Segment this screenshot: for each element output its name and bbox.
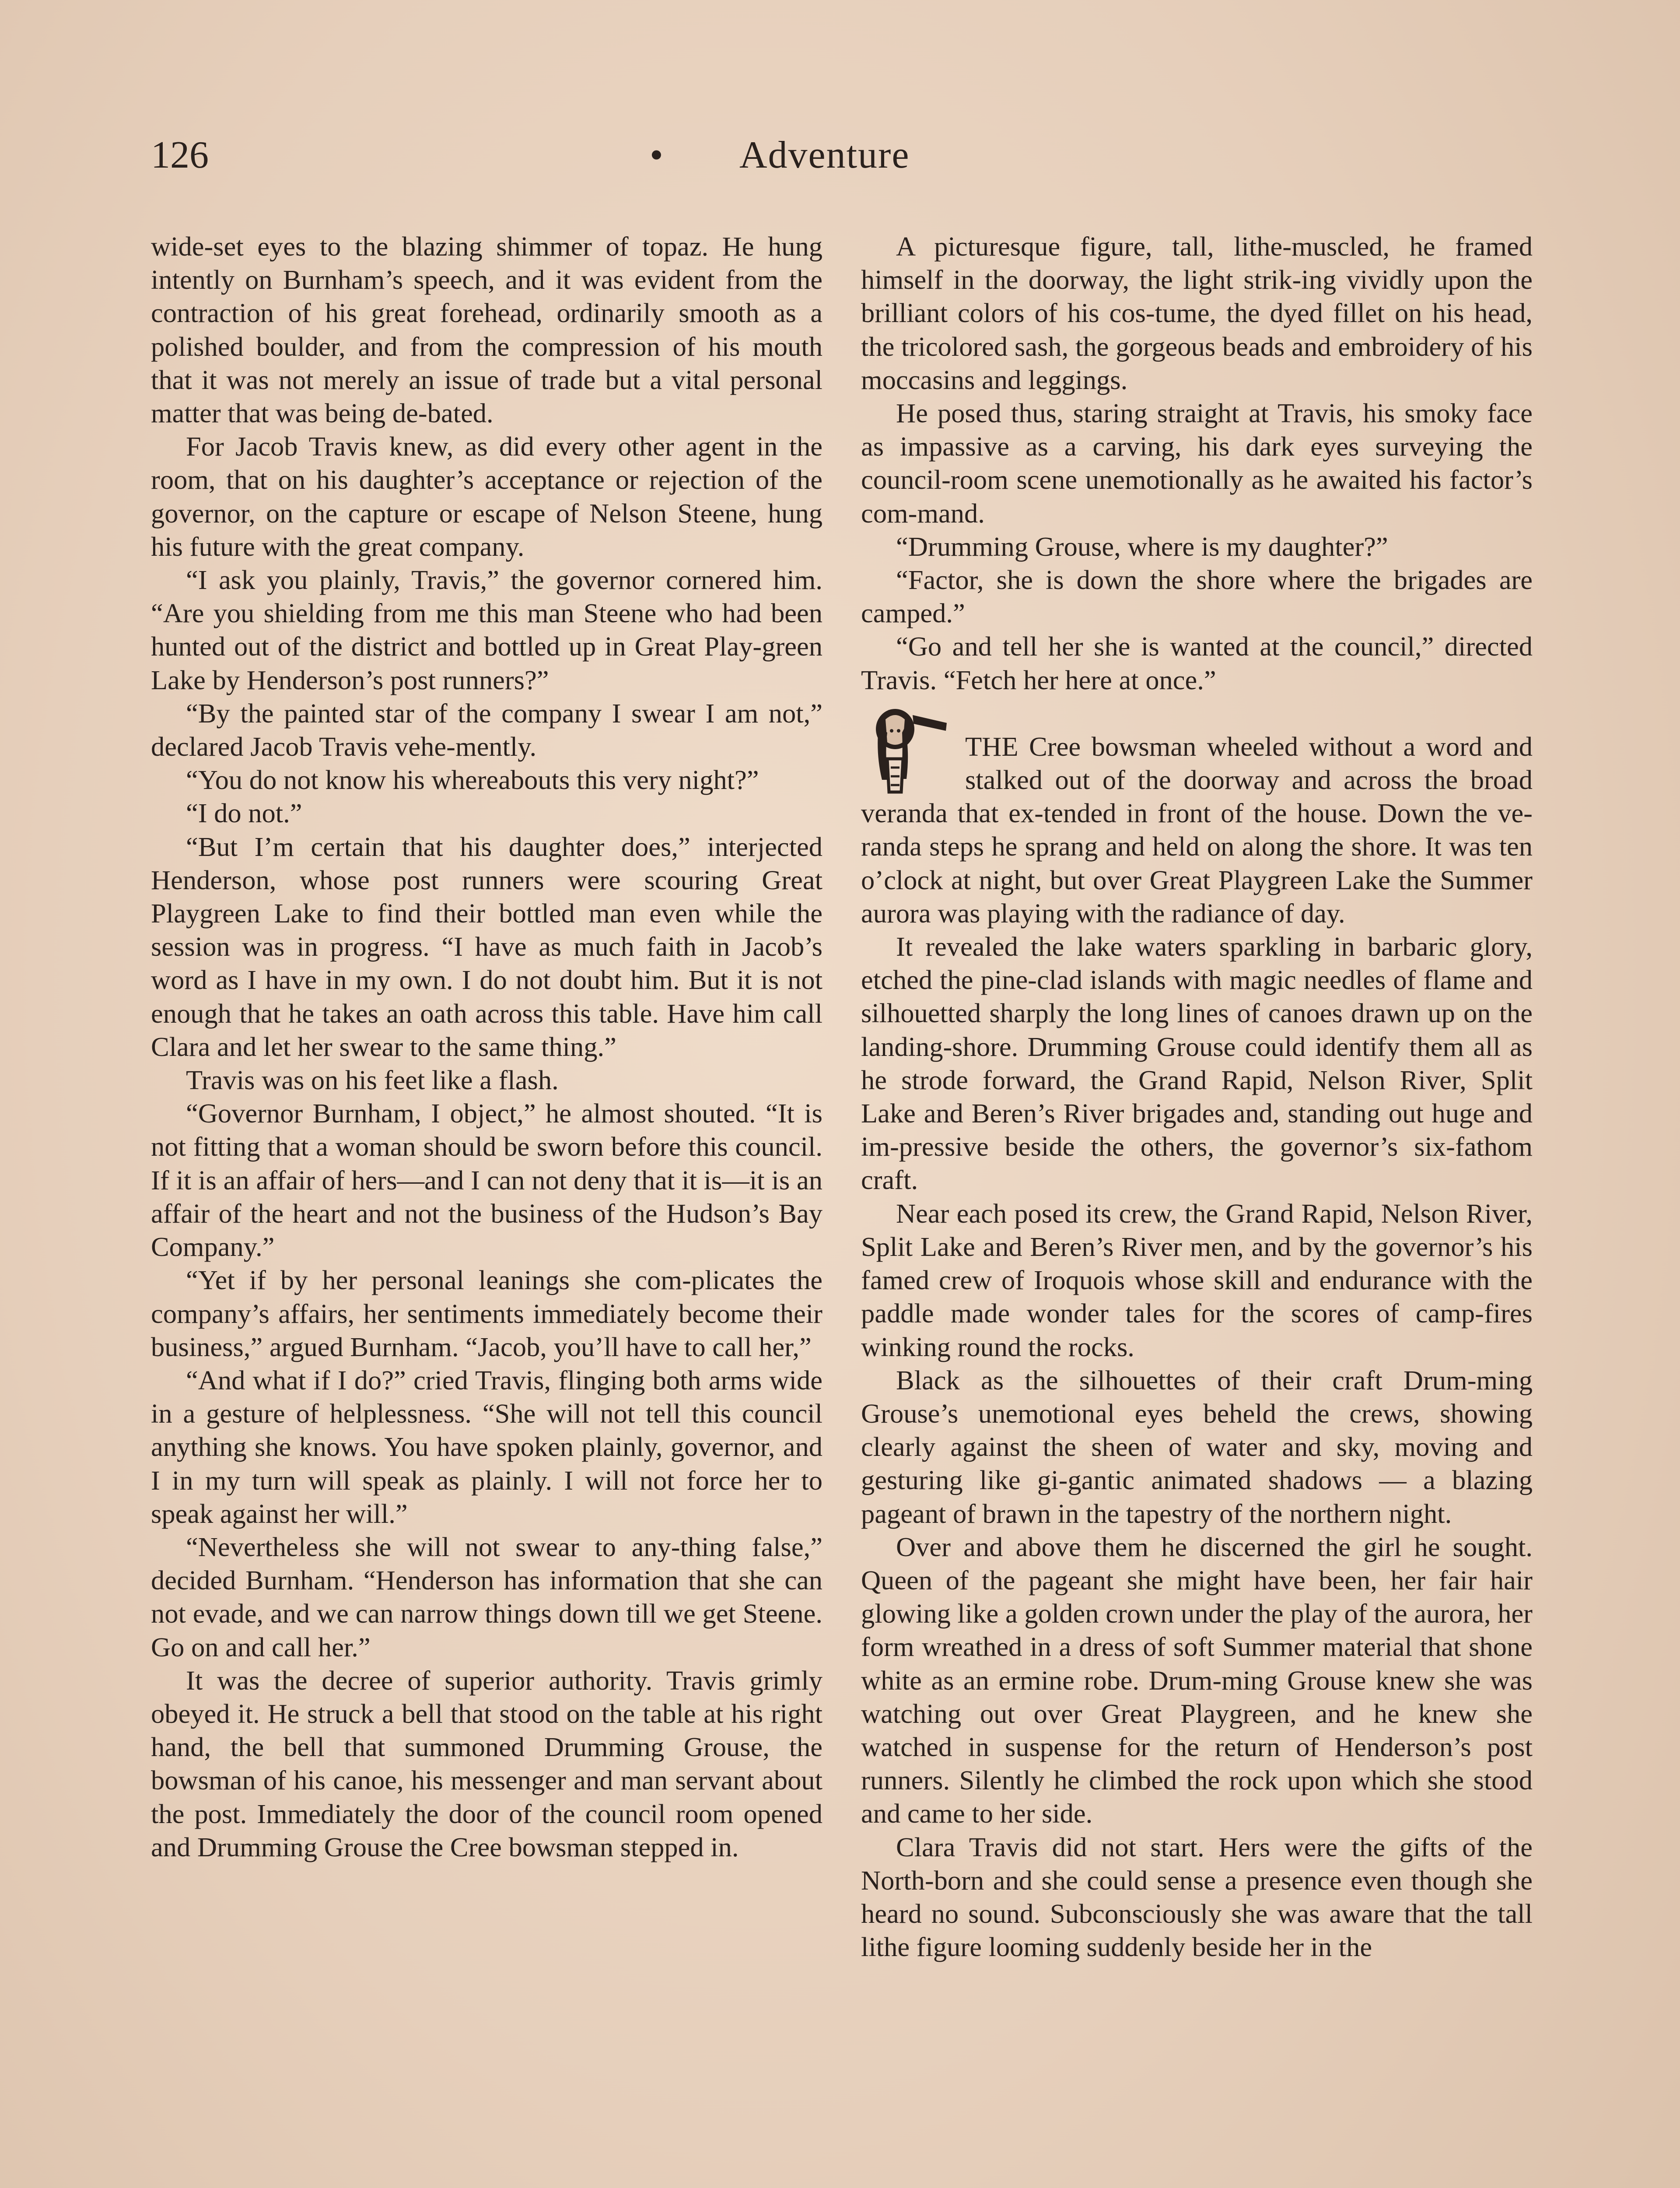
paragraph: “Yet if by her personal leanings she com-plicates the company’s affairs, her sentiments immediately become their business,” argued Burnham. “Jacob, you’ll have to call her,” bbox=[151, 1265, 822, 1362]
paragraph: “Governor Burnham, I object,” he almost shouted. “It is not fitting that a woman should be sworn before this council. If it is an affair of hers—and I can not deny that it is—it is an affair of the heart and not the business of the Hudson’s Bay Company.” bbox=[151, 1098, 822, 1262]
paragraph: He posed thus, staring straight at Travis, his smoky face as impassive as a carving, his dark eyes surveying the council-room scene unemotionally as he awaited his factor’s com-mand. bbox=[861, 398, 1533, 529]
paragraph: Near each posed its crew, the Grand Rapid, Nelson River, Split Lake and Beren’s River men, and by the governor’s his famed crew of Iroquois whose skill and endurance with the paddle made wonder tales for the scores of camp-fires winking round the rocks. bbox=[861, 1198, 1533, 1362]
paragraph: “Drumming Grouse, where is my daughter?” bbox=[896, 531, 1388, 562]
paragraph: “Factor, she is down the shore where the brigades are camped.” bbox=[861, 565, 1533, 629]
paragraph: “Go and tell her she is wanted at the council,” directed Travis. “Fetch her here at once.” bbox=[861, 631, 1533, 695]
paragraph: For Jacob Travis knew, as did every other agent in the room, that on his daughter’s acceptance or rejection of the governor, on the capture or escape of Nelson Steene, hung his future with the great company. bbox=[151, 431, 822, 562]
right-column bbox=[861, 230, 1533, 2188]
paragraph: “Nevertheless she will not swear to any-thing false,” decided Burnham. “Henderson has information that she can not evade, and we can narrow things down till we get Steene. Go on and call her.” bbox=[151, 1531, 822, 1662]
paragraph: “And what if I do?” cried Travis, flinging both arms wide in a gesture of helplessness. “She will not tell this council anything she knows. You have spoken plainly, governor, and I in my turn will speak as plainly. I will not force her to speak against her will.” bbox=[151, 1364, 822, 1529]
paragraph: A picturesque figure, tall, lithe-muscled, he framed himself in the doorway, the light strik-ing vividly upon the brilliant colors of his cos-tume, the dyed fillet on his head, the tricolored sash, the gorgeous beads and embroidery of his moccasins and leggings. bbox=[861, 231, 1533, 395]
paragraph: “You do not know his whereabouts this very night?” bbox=[186, 764, 759, 796]
indian-bowsman-vignette-icon bbox=[861, 702, 953, 796]
paragraph: THE Cree bowsman wheeled without a word and stalked out of the doorway and across the broad veranda that ex-tended in front of the house. Down the ve-randa steps he sprang and held on along the shore. It was ten o’clock at night, but over Great Playgreen Lake the Summer aurora was playing with the radiance of day. bbox=[861, 731, 1533, 929]
paragraph: It was the decree of superior authority. Travis grimly obeyed it. He struck a bell that stood on the table at his right hand, the bell that summoned Drumming Grouse, the bowsman of his canoe, his messenger and man servant about the post. Immediately the door of the council room opened and Drumming Grouse the Cree bowsman stepped in. bbox=[151, 1665, 822, 1862]
left-column bbox=[151, 230, 822, 2188]
paragraph: “I ask you plainly, Travis,” the governor cornered him. “Are you shielding from me this man Steene who had been hunted out of the district and bottled up in Great Play-green Lake by Henderson’s post runners?” bbox=[151, 565, 822, 695]
header-separator: • bbox=[650, 134, 663, 176]
paragraph: “By the painted star of the company I swear I am not,” declared Jacob Travis vehe-mently. bbox=[151, 698, 822, 762]
running-title: Adventure bbox=[739, 134, 910, 176]
paragraph: It revealed the lake waters sparkling in barbaric glory, etched the pine-clad islands with magic needles of flame and silhouetted sharply the long lines of canoes drawn up on the landing-shore. Drumming Grouse could identify them all as he strode forward, the Grand Rapid, Nelson River, Split Lake and Beren’s River brigades and, standing out huge and im-pressive beside the others, the governor’s six-fathom craft. bbox=[861, 931, 1533, 1196]
paragraph: Clara Travis did not start. Hers were the gifts of the North-born and she could sense a presence even though she heard no sound. Subconsciously she was aware that the tall lithe figure looming suddenly beside her in the bbox=[861, 1831, 1533, 1963]
page-number: 126 bbox=[151, 134, 209, 176]
paragraph: “But I’m certain that his daughter does,” interjected Henderson, whose post runners were scouring Great Playgreen Lake to find their bottled man even while the session was in progress. “I have as much faith in Jacob’s word as I have in my own. I do not doubt him. But it is not enough that he takes an oath across this table. Have him call Clara and let her swear to the same thing.” bbox=[151, 831, 822, 1062]
page-header bbox=[151, 127, 1551, 184]
paragraph: Over and above them he discerned the girl he sought. Queen of the pageant she might have been, her fair hair glowing like a golden crown under the play of the aurora, her form wreathed in a dress of soft Summer material that shone white as an ermine robe. Drum-ming Grouse knew she was watching out over Great Playgreen, and he knew she watched in suspense for the return of Henderson’s post runners. Silently he climbed the rock upon which she stood and came to her side. bbox=[861, 1531, 1533, 1829]
paragraph: wide-set eyes to the blazing shimmer of topaz. He hung intently on Burnham’s speech, and it was evident from the contraction of his great forehead, ordinarily smooth as a polished boulder, and from the compression of his mouth that it was not merely an issue of trade but a vital personal matter that was being de-bated. bbox=[151, 231, 822, 429]
paragraph: “I do not.” bbox=[186, 798, 302, 829]
paragraph: Travis was on his feet like a flash. bbox=[186, 1065, 559, 1096]
paragraph: Black as the silhouettes of their craft Drum-ming Grouse’s unemotional eyes beheld the crews, showing clearly against the sheen of water and sky, moving and gesturing like gi-gantic animated shadows — a blazing pageant of brawn in the tapestry of the northern night. bbox=[861, 1364, 1533, 1529]
